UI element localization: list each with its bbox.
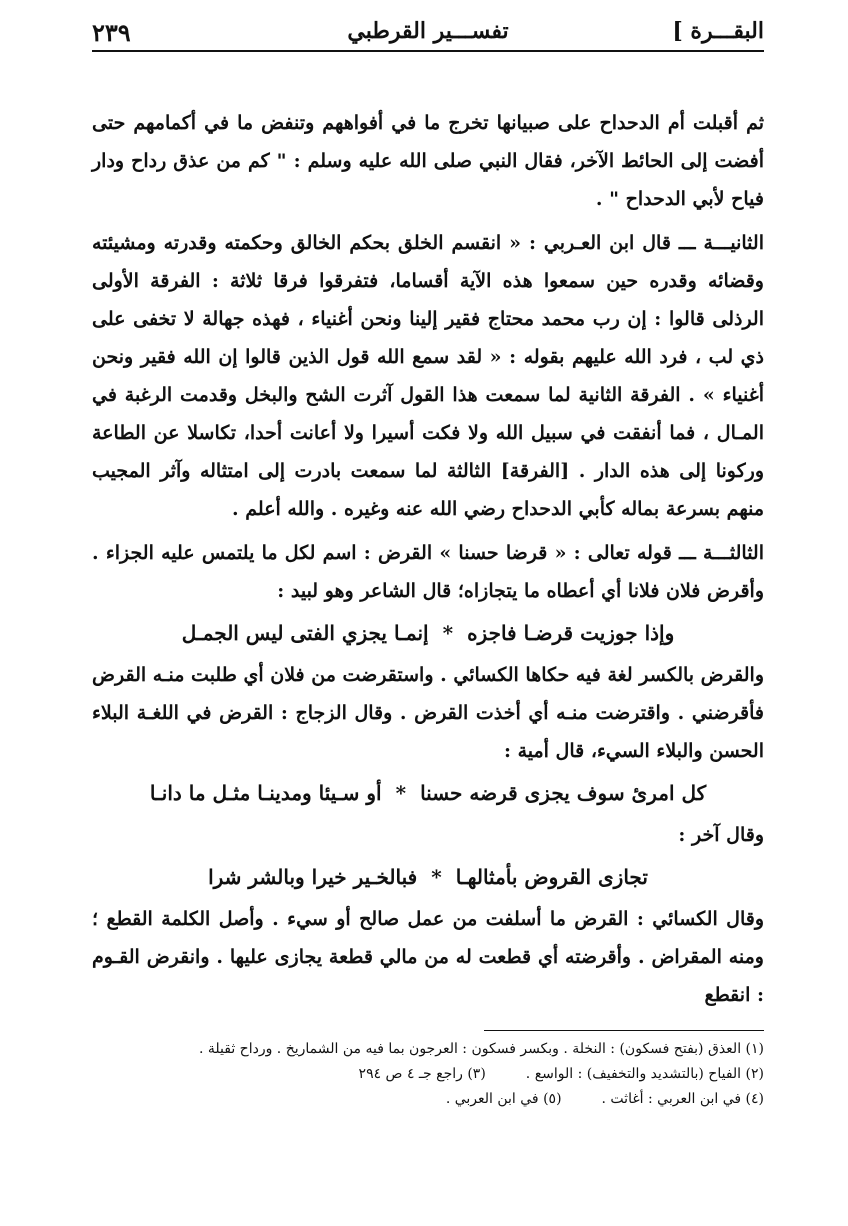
book-title: تفســـير القرطبي: [347, 18, 509, 44]
verse-1-second-hemistich: إنمـا يجزي الفتى ليس الجمـل: [181, 621, 429, 645]
footnote-row-2: [92, 1062, 764, 1087]
verse-3-second-hemistich: فبالخـير خيرا وبالشر شرا: [208, 865, 418, 889]
verse-3-first-hemistich: تجازى القروض بأمثالهـا: [455, 865, 648, 889]
page: [92, 14, 764, 1214]
footnote-row-3: [92, 1087, 764, 1112]
verse-2-first-hemistich: كل امرئ سوف يجزى قرضه حسنا: [420, 781, 707, 805]
paragraph-3: الثالثـــة ـــ قوله تعالى : « قرضا حسنا » القرض : اسم لكل ما يلتمس عليه الجزاء . وأقرض فلان فلانا أي أعطاه ما يتجازاه؛ قال الشاعر وهو لبيد :: [92, 542, 764, 602]
verse-1: [92, 610, 764, 656]
verse-2-second-hemistich: أو سـيئا ومدينـا مثـل ما دانـا: [149, 781, 382, 805]
footnote-3: (٣) راجع جـ ٤ ص ٢٩٤: [358, 1066, 486, 1082]
surah-name: البقـــرة ]: [672, 18, 764, 44]
footnote-2: (٢) الفياح (بالتشديد والتخفيف) : الواسع .: [525, 1066, 764, 1082]
verse-1-separator: *: [442, 621, 454, 645]
paragraph-6: وقال الكسائي : القرض ما أسلفت من عمل صالح أو سيء . وأصل الكلمة القطع ؛ ومنه المقراض . وأقرضته أي قطعت له من مالي قطعة يجازى عليها . وانقرض القـوم : انقطع: [92, 908, 764, 1006]
verse-3-separator: *: [431, 865, 442, 889]
footnote-5: (٥) في ابن العربي .: [445, 1091, 562, 1107]
paragraph-1: ثم أقبلت أم الدحداح على صبيانها تخرج ما في أفواههم وتنفض ما في أكمامهم حتى أفضت إلى الحائط الآخر، فقال النبي صلى الله عليه وسلم : " كم من عذق رداح ودار فياح لأبي الدحداح " .: [92, 112, 764, 210]
footnote-divider: [484, 1030, 764, 1031]
page-number: ٢٣٩: [92, 18, 131, 47]
running-header: [92, 14, 764, 52]
verse-2-separator: *: [395, 781, 407, 805]
paragraph-4: والقرض بالكسر لغة فيه حكاها الكسائي . واستقرضت من فلان أي طلبت منـه القرض فأقرضني . واقترضت منـه أي أخذت القرض . وقال الزجاج : القرض في اللغـة البلاء الحسن والبلاء السيء، قال أمية :: [92, 664, 764, 762]
footnotes: [92, 1037, 764, 1112]
paragraph-5: وقال آخر :: [678, 824, 764, 846]
verse-1-first-hemistich: وإذا جوزيت قرضـا فاجزه: [467, 621, 675, 645]
verse-3: [92, 854, 764, 900]
footnote-1: (١) العذق (بفتح فسكون) : النخلة . وبكسر فسكون : العرجون بما فيه من الشماريخ . ورداح ثقيلة .: [198, 1041, 764, 1057]
verse-2: [92, 770, 764, 816]
paragraph-2: الثانيـــة ـــ قال ابن العـربي : « انقسم الخلق بحكم الخالق وحكمته وقدرته ومشيئته وقضائه وقدره حين سمعوا هذه الآية أقساما، فتفرقوا فرقا ثلاثة : الفرقة الأولى الرذلى قالوا : إن رب محمد محتاج فقير إلينا ونحن أغنياء ، فهذه جهالة لا تخفى على ذي لب ، فرد الله عليهم بقوله : « لقد سمع الله قول الذين قالوا إن الله فقير ونحن أغنياء » . الفرقة الثانية لما سمعت هذا القول آثرت الشح والبخل وقدمت الرغبة في المـال ، فما أنفقت في سبيل الله ولا فكت أسيرا ولا أعانت أحدا، تكاسلا عن الطاعة وركونا إلى هذه الدار . [الفرقة] الثالثة لما سمعت بادرت إلى امتثاله وآثر المجيب منهم بسرعة بماله كأبي الدحداح رضي الله عنه وغيره . والله أعلم .: [92, 232, 764, 520]
page-body: [92, 104, 764, 1014]
footnote-4: (٤) في ابن العربي : أغاثت .: [601, 1091, 764, 1107]
